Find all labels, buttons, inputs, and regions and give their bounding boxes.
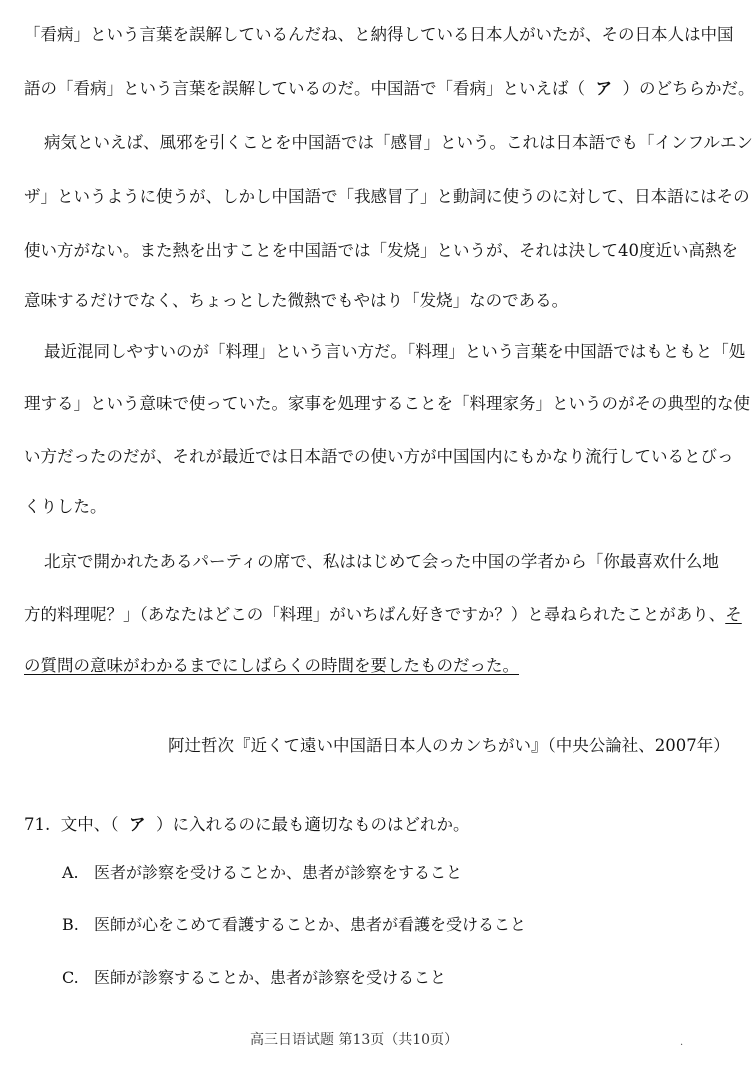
passage-line-13-underlined: の質問の意味がわかるまでにしばらくの時間を要したものだった。 [24,656,519,675]
option-a[interactable] [62,862,682,884]
passage-line-12-plain: 方的料理呢？」（あなたはどこの「料理」がいちばん好きですか？）と尋ねられたことがあり、 [24,605,726,624]
question-blank: ア [129,815,146,834]
option-a-letter: A. [62,863,79,882]
source-citation: 阿辻哲次『近くて遠い中国語日本人のカンちがい』（中央公論社、2007年） [168,736,730,755]
passage-line-1: 「看病」という言葉を誤解しているんだね、と納得している日本人がいたが、その日本人は中国 [24,25,734,44]
passage-line-10: くりした。 [24,497,107,516]
passage-line-11: 北京で開かれたあるパーティの席で、私ははじめて会った中国の学者から「你最喜欢什么地 [44,552,719,571]
passage-line-4: ザ」というように使うが、しかし中国語で「我感冒了」と動詞に使うのに対して、日本語にはその [24,187,750,206]
passage-line-6: 意味するだけでなく、ちょっとした微熱でもやはり「发烧」なのである。 [24,291,569,310]
passage-line-9: い方だったのだが、それが最近では日本語での使い方が中国国内にもかなり流行しているとびっ [24,447,734,466]
question-71 [24,814,694,836]
option-b-letter: B. [62,915,79,934]
option-b[interactable] [62,914,682,936]
passage-line-8: 理する」という意味で使っていた。家事を処理することを「料理家务」というのがその典型的な使 [24,394,750,413]
passage-line-2 [24,78,755,100]
option-b-text: 医師が心をこめて看護することか、患者が看護を受けること [94,915,527,934]
passage-line-3: 病気といえば、風邪を引くことを中国語では「感冒」という。これは日本語でも「インフルエン [44,133,753,152]
option-c-letter: C. [62,968,79,987]
question-number: 71. [24,815,51,834]
option-c[interactable] [62,967,682,989]
blank-a: ア [595,79,612,98]
passage-line-5: 使い方がない。また熱を出すことを中国語では「发烧」というが、それは決して40度近い高熱を [24,241,738,260]
page-footer: 高三日语试题 第13页（共10页） [250,1032,459,1048]
question-text-after: ）に入れるのに最も適切なものはどれか。 [156,815,470,834]
passage-line-2-after: ）のどちらかだ。 [622,79,755,98]
passage-line-2-before: 語の「看病」という言葉を誤解しているのだ。中国語で「看病」といえば（ [24,79,585,98]
underlined-start: そ [725,605,742,624]
option-c-text: 医師が診察することか、患者が診察を受けること [94,968,447,987]
passage-line-12 [24,604,742,626]
option-a-text: 医者が診察を受けることか、患者が診察をすること [94,863,463,882]
passage-line-7: 最近混同しやすいのが「料理」という言い方だ。「料理」という言葉を中国語ではもともと「処 [44,342,746,361]
scan-speck: · [680,1040,684,1051]
question-text-before: 文中、（ [60,815,119,834]
